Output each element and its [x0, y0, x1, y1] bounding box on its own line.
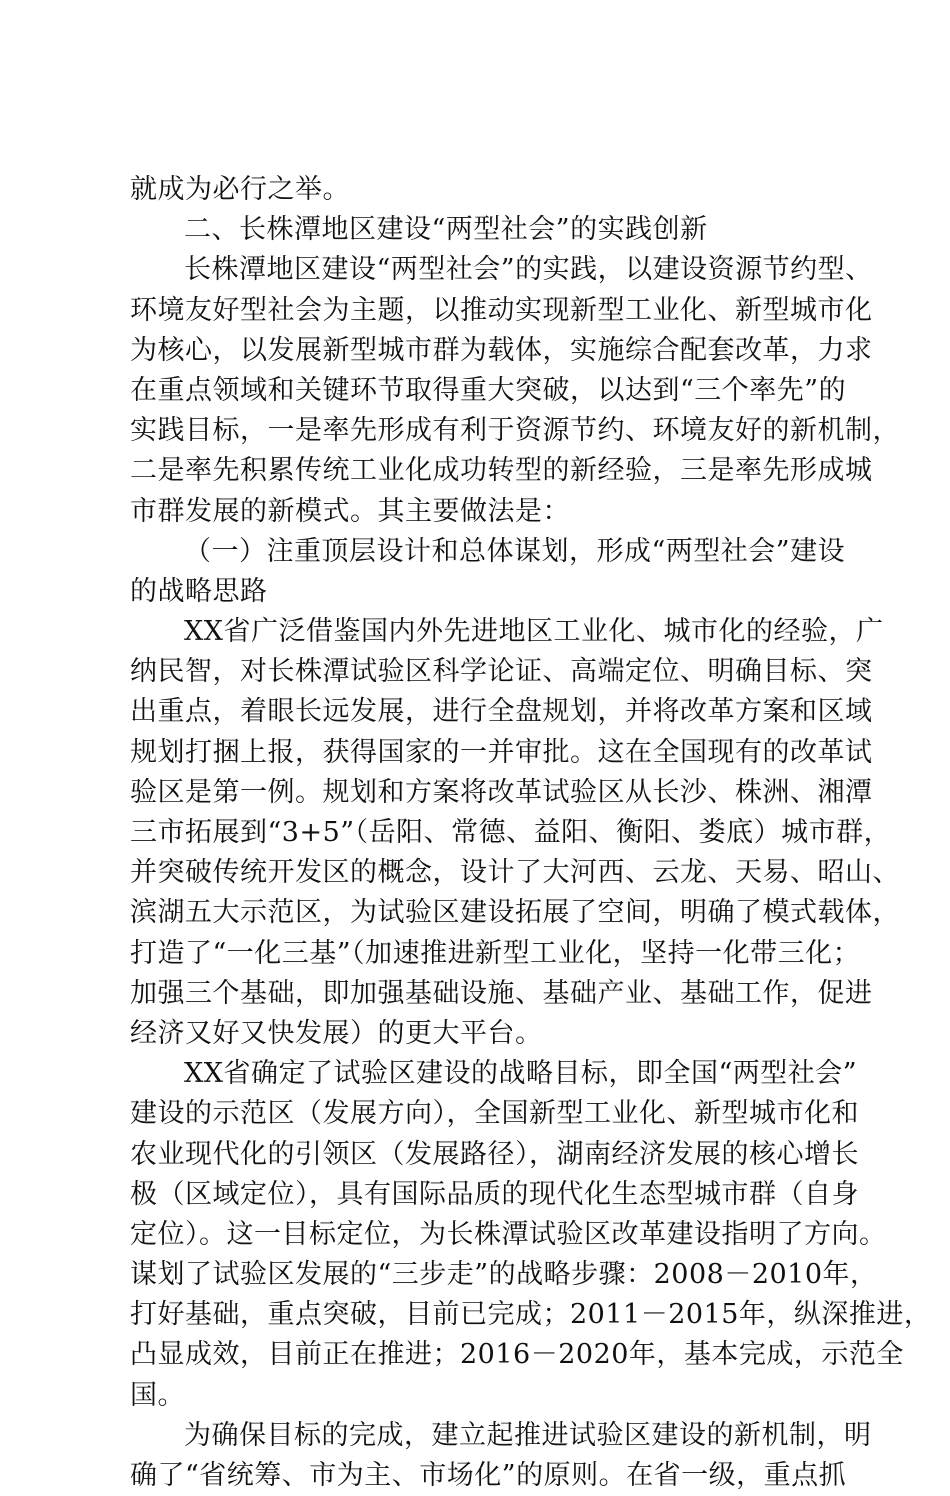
- paragraph-line: 加强三个基础，即加强基础设施、基础产业、基础工作，促进: [130, 977, 873, 1009]
- paragraph-line: 谋划了试验区发展的“三步走”的战略步骤：2008－2010年，: [130, 1259, 878, 1291]
- paragraph-line: 市群发展的新模式。其主要做法是：: [130, 495, 570, 527]
- paragraph-line: 滨湖五大示范区，为试验区建设拓展了空间，明确了模式载体，: [130, 897, 900, 929]
- paragraph-line: 纳民智，对长株潭试验区科学论证、高端定位、明确目标、突: [130, 656, 873, 688]
- document-body: [130, 170, 932, 1496]
- paragraph-line: 国。: [130, 1379, 185, 1411]
- paragraph-line: 环境友好型社会为主题，以推动实现新型工业化、新型城市化: [130, 294, 873, 326]
- paragraph-line: 就成为必行之举。: [130, 174, 350, 205]
- subsection-heading-cont: 的战略思路: [130, 575, 268, 607]
- paragraph-line: 极（区域定位），具有国际品质的现代化生态型城市群（自身: [130, 1178, 859, 1210]
- section-heading: 二、长株潭地区建设“两型社会”的实践创新: [184, 214, 708, 246]
- paragraph-line: 三市拓展到“3+5”（岳阳、常德、益阳、衡阳、娄底）城市群，: [130, 817, 892, 848]
- paragraph-line: XX省确定了试验区建设的战略目标，即全国“两型社会”: [184, 1058, 858, 1090]
- paragraph-line: 凸显成效，目前正在推进；2016－2020年，基本完成，示范全: [130, 1339, 904, 1371]
- paragraph-line: 实践目标，一是率先形成有利于资源节约、环境友好的新机制，: [130, 415, 900, 447]
- paragraph-line: 出重点，着眼长远发展，进行全盘规划，并将改革方案和区域: [130, 696, 873, 728]
- subsection-heading: （一）注重顶层设计和总体谋划，形成“两型社会”建设: [184, 535, 846, 567]
- paragraph-line: 为核心，以发展新型城市群为载体，实施综合配套改革，力求: [130, 334, 873, 366]
- paragraph-line: XX省广泛借鉴国内外先进地区工业化、城市化的经验，广: [184, 616, 884, 648]
- paragraph-line: 并突破传统开发区的概念，设计了大河西、云龙、天易、昭山、: [130, 857, 900, 889]
- paragraph-line: 长株潭地区建设“两型社会”的实践，以建设资源节约型、: [184, 254, 873, 286]
- paragraph-line: 确了“省统筹、市为主、市场化”的原则。在省一级，重点抓: [130, 1460, 847, 1491]
- paragraph-line: 在重点领域和关键环节取得重大突破，以达到“三个率先”的: [130, 374, 847, 406]
- paragraph-line: 打好基础，重点突破，目前已完成；2011－2015年，纵深推进，: [130, 1299, 932, 1331]
- paragraph-line: 定位）。这一目标定位，为长株潭试验区改革建设指明了方向。: [130, 1218, 887, 1250]
- paragraph-line: 建设的示范区（发展方向），全国新型工业化、新型城市化和: [130, 1098, 859, 1130]
- paragraph-line: 经济又好又快发展）的更大平台。: [130, 1017, 543, 1049]
- paragraph-line: 为确保目标的完成，建立起推进试验区建设的新机制，明: [184, 1419, 872, 1451]
- paragraph-line: 规划打捆上报，获得国家的一并审批。这在全国现有的改革试: [130, 736, 873, 768]
- paragraph-line: 验区是第一例。规划和方案将改革试验区从长沙、株洲、湘潭: [130, 776, 873, 808]
- paragraph-line: 农业现代化的引领区（发展路径），湖南经济发展的核心增长: [130, 1138, 859, 1170]
- paragraph-line: 打造了“一化三基”（加速推进新型工业化，坚持一化带三化；: [130, 937, 861, 969]
- paragraph-line: 二是率先积累传统工业化成功转型的新经验，三是率先形成城: [130, 455, 873, 487]
